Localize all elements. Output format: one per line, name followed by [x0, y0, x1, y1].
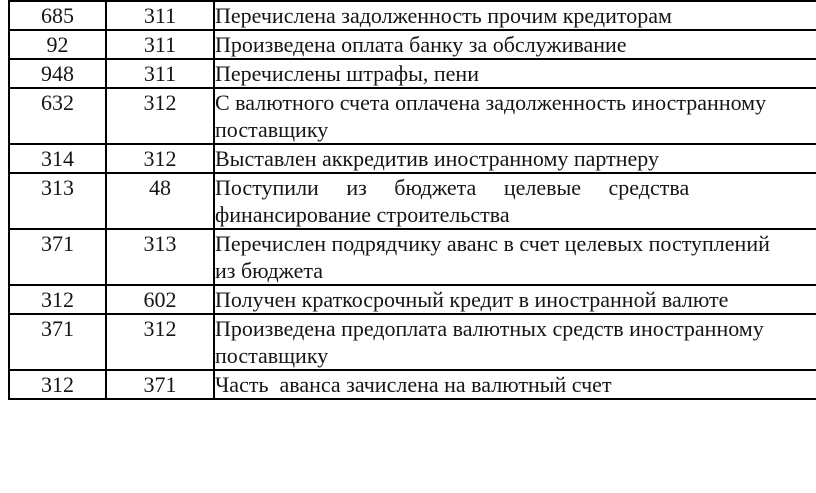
table-row — [9, 314, 816, 370]
debit-account-cell: 92 — [9, 30, 106, 59]
credit-account-cell: 312 — [106, 314, 214, 370]
description-line: Поступили из бюджета целевые средства — [215, 175, 690, 200]
description-line: Получен краткосрочный кредит в иностранной валюте — [215, 287, 729, 312]
debit-account-cell: 312 — [9, 285, 106, 314]
debit-account-cell: 948 — [9, 59, 106, 88]
table-row — [9, 1, 816, 30]
table-row — [9, 370, 816, 399]
accounting-entries-table — [8, 0, 816, 400]
credit-account-cell: 311 — [106, 30, 214, 59]
credit-account-cell: 371 — [106, 370, 214, 399]
table-row — [9, 229, 816, 285]
table-row — [9, 144, 816, 173]
description-line: поставщику — [215, 343, 329, 368]
credit-account-cell: 312 — [106, 144, 214, 173]
description-cell — [214, 285, 816, 314]
table-row — [9, 285, 816, 314]
description-line: Выставлен аккредитив иностранному партнеру — [215, 146, 660, 171]
description-cell — [214, 30, 816, 59]
description-line: Часть аванса зачислена на валютный счет — [215, 372, 612, 397]
debit-account-cell: 314 — [9, 144, 106, 173]
description-line: Перечислены штрафы, пени — [215, 61, 479, 86]
description-line: Перечислена задолженность прочим кредиторам — [215, 3, 672, 28]
description-line: финансирование строительства — [215, 202, 510, 227]
description-cell — [214, 59, 816, 88]
description-cell — [214, 1, 816, 30]
table-row — [9, 173, 816, 229]
debit-account-cell: 313 — [9, 173, 106, 229]
description-line: поставщику — [215, 117, 329, 142]
description-cell — [214, 88, 816, 144]
description-line: Произведена оплата банку за обслуживание — [215, 32, 627, 57]
debit-account-cell: 312 — [9, 370, 106, 399]
table-body — [9, 1, 816, 399]
table-row — [9, 88, 816, 144]
description-line: Перечислен подрядчику аванс в счет целевых поступлений — [215, 231, 770, 256]
debit-account-cell: 371 — [9, 229, 106, 285]
table-row — [9, 30, 816, 59]
credit-account-cell: 312 — [106, 88, 214, 144]
credit-account-cell: 311 — [106, 59, 214, 88]
debit-account-cell: 371 — [9, 314, 106, 370]
credit-account-cell: 313 — [106, 229, 214, 285]
description-line: из бюджета — [215, 258, 323, 283]
credit-account-cell: 311 — [106, 1, 214, 30]
description-cell — [214, 173, 816, 229]
credit-account-cell: 602 — [106, 285, 214, 314]
description-line: Произведена предоплата валютных средств иностранному — [215, 316, 764, 341]
description-line: С валютного счета оплачена задолженность иностранному — [215, 90, 767, 115]
credit-account-cell: 48 — [106, 173, 214, 229]
description-cell — [214, 314, 816, 370]
debit-account-cell: 685 — [9, 1, 106, 30]
description-cell — [214, 229, 816, 285]
description-cell — [214, 370, 816, 399]
description-cell — [214, 144, 816, 173]
table-row — [9, 59, 816, 88]
debit-account-cell: 632 — [9, 88, 106, 144]
